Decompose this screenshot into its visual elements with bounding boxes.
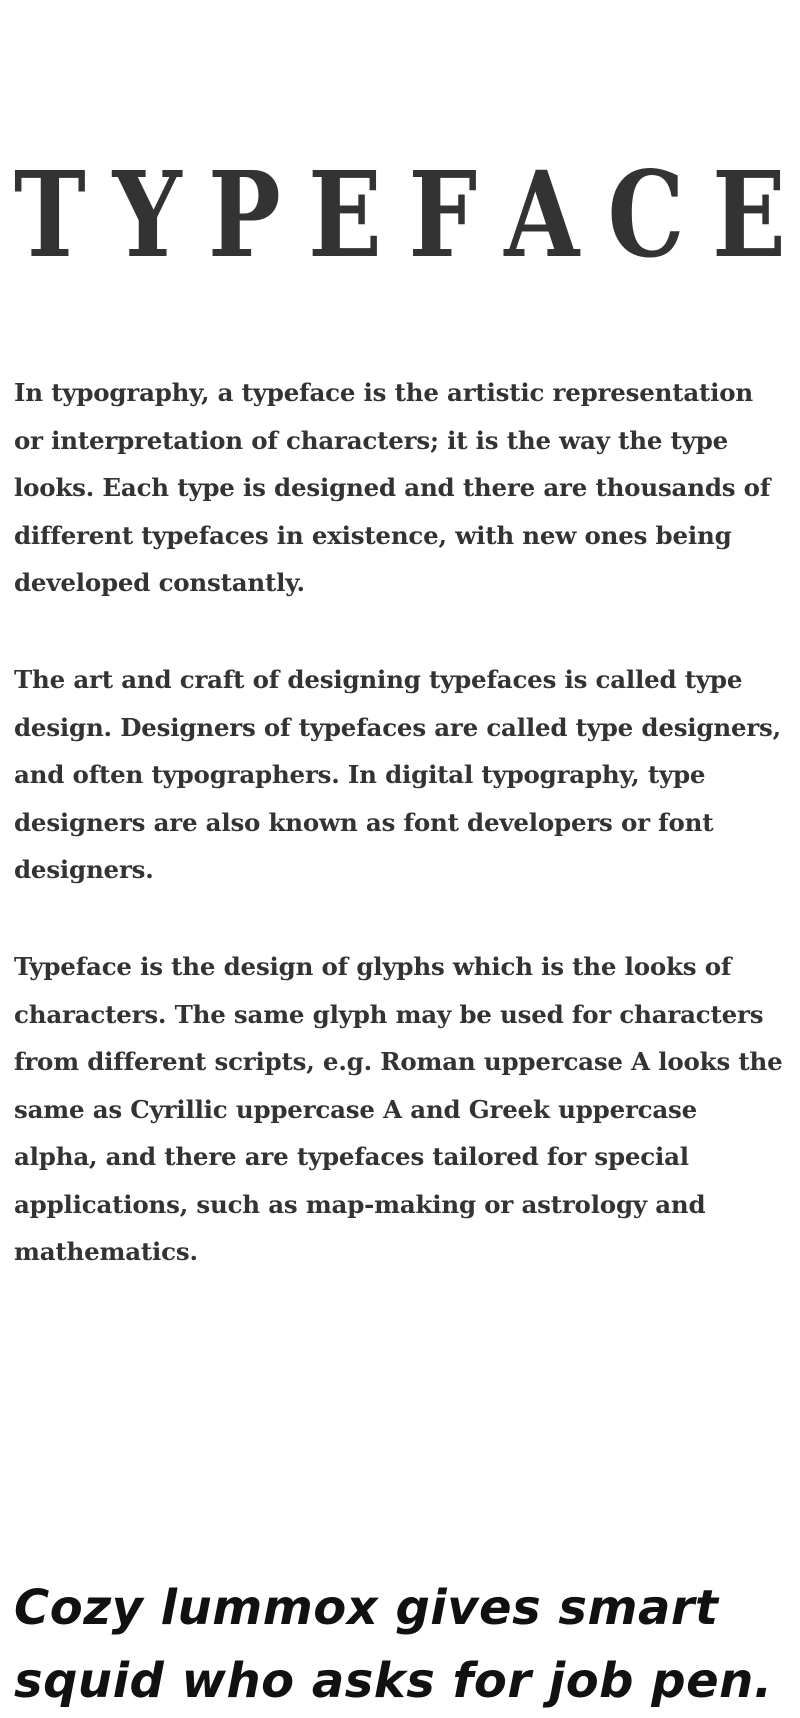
title-letter: C — [607, 145, 685, 284]
title-letter: T — [13, 145, 86, 284]
pangram-sample: Cozy lummox gives smart squid who asks for job pen. — [14, 1580, 773, 1709]
paragraph-type-design: The art and craft of designing typefaces is called type design. Designers of typefaces are called type designers, and often typographers. In digital typography, type designers are also known as font developers or font designers. — [14, 665, 781, 884]
title-letter: Y — [112, 145, 182, 284]
title-letter: E — [712, 145, 786, 284]
title-letter: F — [408, 145, 478, 284]
page-title — [0, 145, 800, 284]
title-letter: A — [504, 145, 580, 284]
title-letter: E — [308, 145, 383, 284]
paragraph-glyphs: Typeface is the design of glyphs which is the looks of characters. The same glyph may be used for characters from different scripts, e.g. Roman uppercase A looks the same as Cyrillic uppercase A and Greek uppercase alpha, and there are typefaces tailored for special applications, such as map-making or astrology and mathematics. — [14, 952, 783, 1266]
title-letter: P — [208, 145, 282, 284]
paragraph-definition: In typography, a typeface is the artistic representation or interpretation of characters; it is the way the type looks. Each type is designed and there are thousands of different typefaces in existence, with new ones being developed constantly. — [14, 378, 771, 597]
